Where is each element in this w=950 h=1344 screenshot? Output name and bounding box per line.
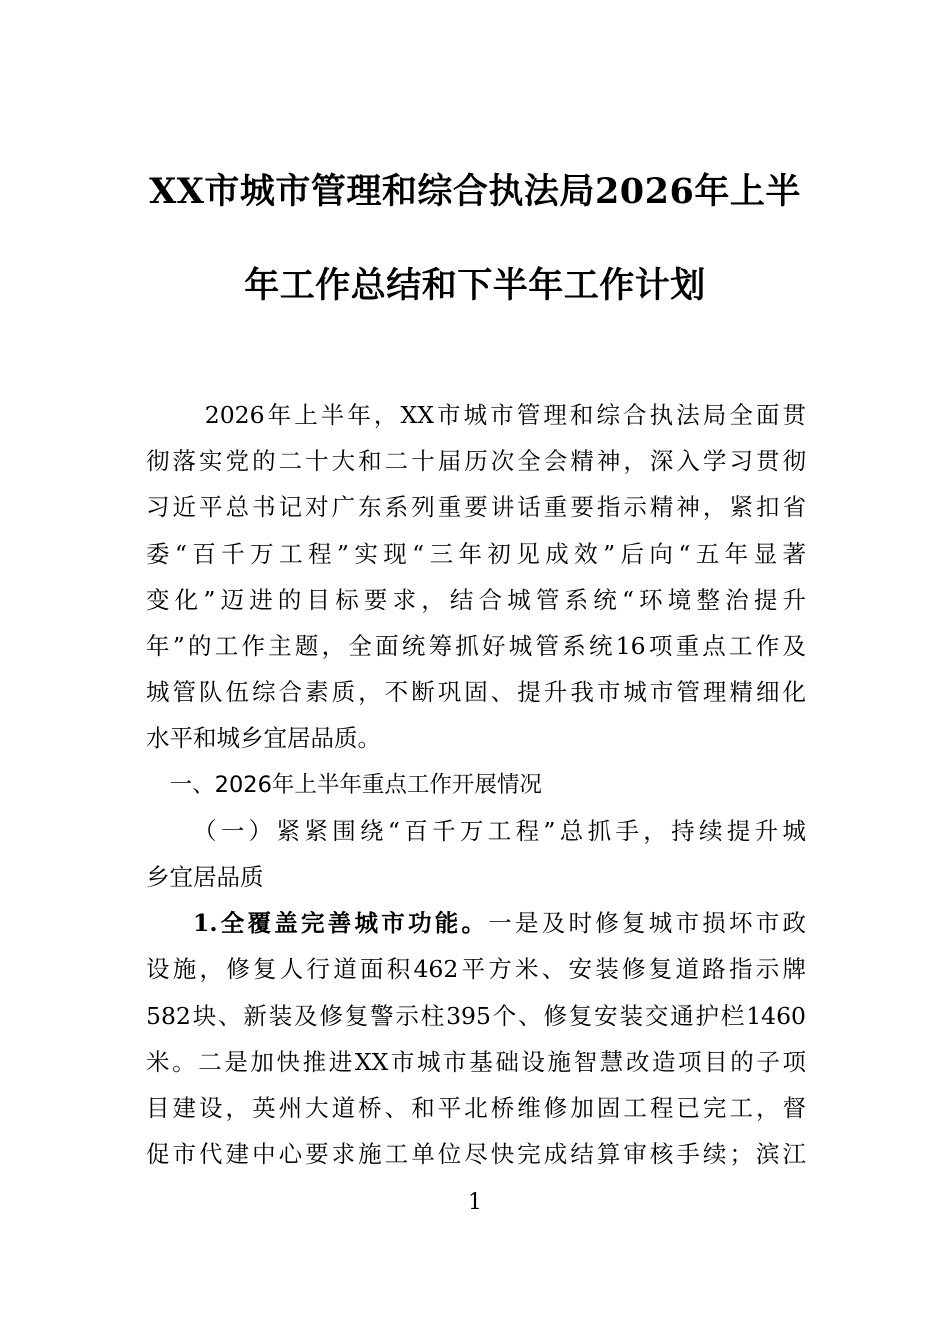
intro-line: 变化”迈进的目标要求，结合城管系统“环境整治提升 bbox=[146, 585, 806, 614]
item-1-line: 设施，修复人行道面积462平方米、安装修复道路指示牌 bbox=[146, 955, 806, 984]
subsection-line: 乡宜居品质 bbox=[146, 863, 264, 892]
item-1-line: 目建设，英州大道桥、和平北桥维修加固工程已完工，督 bbox=[146, 1094, 806, 1123]
intro-line: 习近平总书记对广东系列重要讲话重要指示精神，紧扣省 bbox=[146, 493, 806, 522]
page-number: 1 bbox=[468, 1190, 482, 1215]
intro-paragraph bbox=[146, 392, 806, 762]
item-1-line: 促市代建中心要求施工单位尽快完成结算审核手续；滨江 bbox=[146, 1140, 806, 1169]
intro-line: 水平和城乡宜居品质。 bbox=[146, 724, 381, 753]
item-1-line: 582块、新装及修复警示柱395个、修复安装交通护栏1460 bbox=[146, 1001, 806, 1030]
intro-line: 城管队伍综合素质，不断巩固、提升我市城市管理精细化 bbox=[146, 678, 806, 707]
document-title-line-2: 年工作总结和下半年工作计划 bbox=[244, 265, 706, 306]
item-1-lead: 1.全覆盖完善城市功能。 bbox=[193, 909, 489, 938]
subsection-heading bbox=[146, 808, 806, 900]
item-1-first-rest: 一是及时修复城市损坏市政 bbox=[488, 909, 806, 938]
section-heading: 一、2026年上半年重点工作开展情况 bbox=[169, 771, 542, 798]
item-1-paragraph bbox=[146, 900, 806, 1177]
item-1-first-line bbox=[146, 900, 806, 946]
intro-line: 彻落实党的二十大和二十届历次全会精神，深入学习贯彻 bbox=[146, 447, 806, 476]
document-title-line-1: XX市城市管理和综合执法局2026年上半 bbox=[149, 171, 801, 212]
subsection-line: （一）紧紧围绕“百千万工程”总抓手，持续提升城 bbox=[193, 816, 806, 845]
intro-line: 委“百千万工程”实现“三年初见成效”后向“五年显著 bbox=[146, 539, 806, 568]
intro-line: 2026年上半年，XX市城市管理和综合执法局全面贯 bbox=[204, 401, 806, 429]
document-body bbox=[146, 392, 806, 1177]
item-1-line: 米。二是加快推进XX市城市基础设施智慧改造项目的子项 bbox=[146, 1047, 806, 1076]
intro-line: 年”的工作主题，全面统筹抓好城管系统16项重点工作及 bbox=[146, 632, 806, 661]
